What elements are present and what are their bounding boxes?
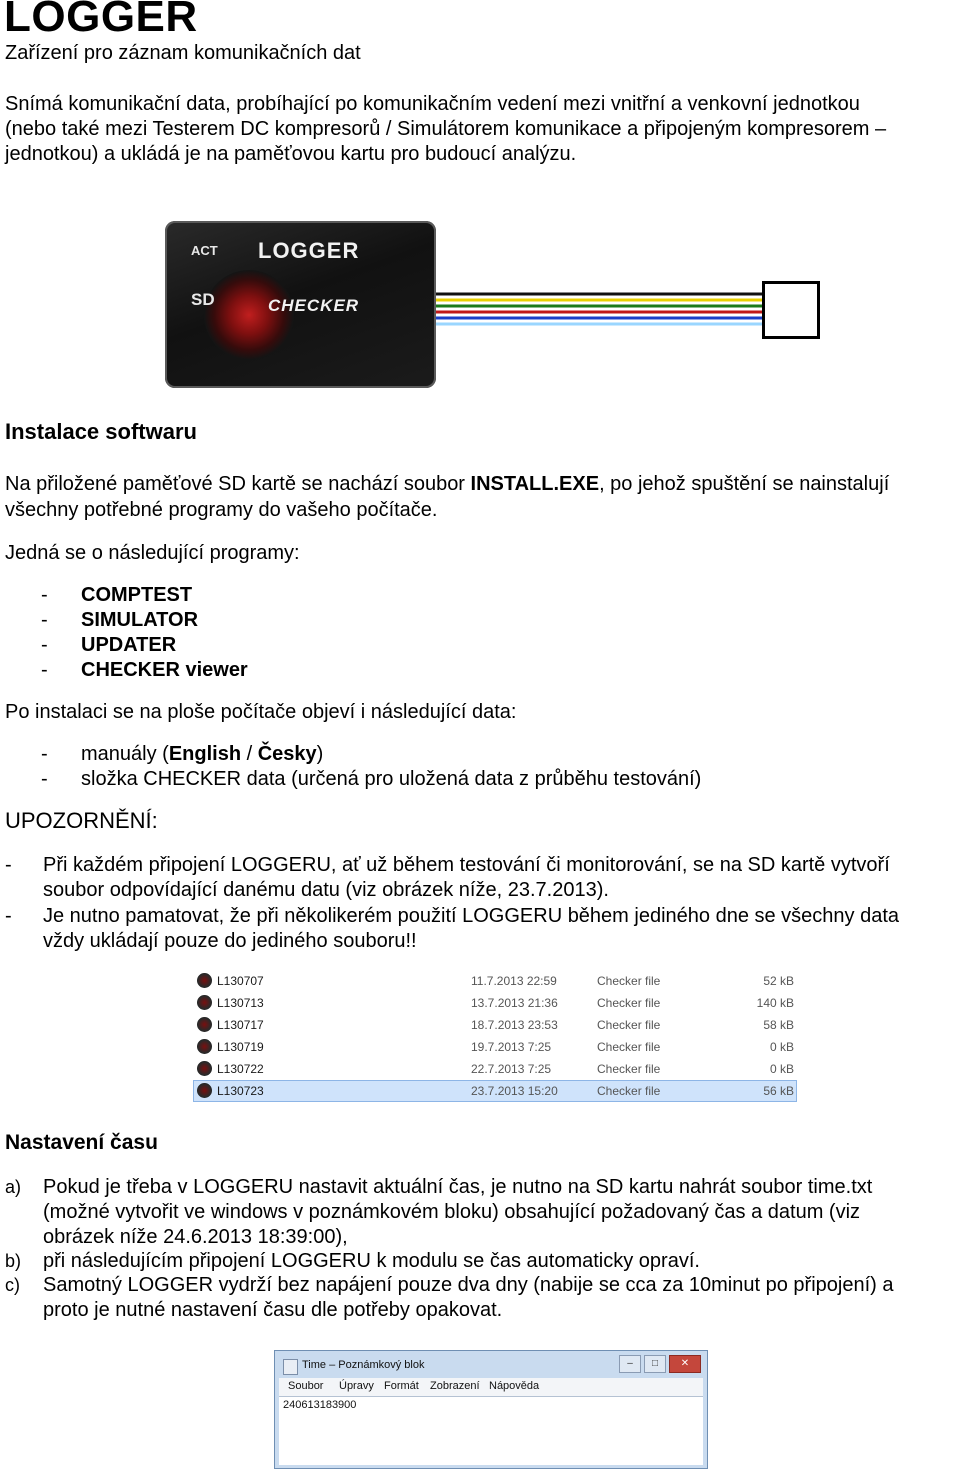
maximize-button[interactable]: □ [644, 1355, 666, 1373]
data-folder-item: složka CHECKER data (určená pro uložená data z průběhu testování) [81, 768, 702, 790]
item-marker: c) [5, 1275, 20, 1295]
file-row[interactable] [194, 971, 796, 991]
menu-napoveda[interactable]: Nápověda [489, 1380, 540, 1392]
close-button[interactable]: ✕ [669, 1355, 701, 1373]
time-item-b: při následujícím připojení LOGGERU k modulu se čas automaticky opraví. [43, 1250, 700, 1272]
file-name: L130717 [217, 1018, 264, 1032]
list-dash: - [41, 768, 48, 790]
program-item: CHECKER viewer [81, 659, 248, 681]
file-row-selected[interactable] [193, 1080, 797, 1102]
checker-file-icon [197, 1017, 212, 1032]
after-install-intro: Po instalaci se na ploše počítače objeví i následující data: [5, 701, 517, 723]
install-paragraph-line-2: všechny potřebné programy do vašeho počítače. [5, 499, 438, 521]
program-item: UPDATER [81, 634, 177, 656]
file-date: 22.7.2013 7:25 [471, 1062, 552, 1076]
page-subtitle: Zařízení pro záznam komunikačních dat [5, 42, 361, 64]
file-date: 19.7.2013 7:25 [471, 1040, 552, 1054]
checker-file-icon [197, 1061, 212, 1076]
checker-file-icon [197, 973, 212, 988]
notepad-content: 240613183900 [283, 1399, 357, 1411]
file-size: 52 kB [763, 974, 794, 988]
device-checker-label: CHECKER [268, 296, 360, 315]
checker-file-icon [197, 995, 212, 1010]
warning-note-2: Je nutno pamatovat, že při několikerém použití LOGGERU během jediného dne se všechny data vždy ukládají pouze do jediného souboru!! [43, 905, 900, 952]
file-size: 0 kB [769, 1040, 794, 1054]
file-name: L130719 [217, 1040, 264, 1054]
programs-intro: Jedná se o následující programy: [5, 542, 300, 564]
program-item: SIMULATOR [81, 609, 199, 631]
file-name: L130723 [217, 1084, 264, 1098]
file-name: L130713 [217, 996, 264, 1010]
install-heading: Instalace softwaru [5, 419, 197, 444]
intro-line-3: jednotkou) a ukládá je na paměťovou kartu pro budoucí analýzu. [5, 143, 577, 165]
file-list-screenshot [176, 969, 814, 1129]
minimize-button[interactable]: – [619, 1355, 641, 1373]
file-type: Checker file [597, 1084, 661, 1098]
list-dash: - [5, 854, 12, 876]
file-type: Checker file [597, 974, 661, 988]
device-cable [436, 280, 766, 340]
time-item-c: Samotný LOGGER vydrží bez napájení pouze dva dny (nabije se cca za 10minut po připojení) a proto je nutné nastavení času dle potřeby opakovat. [43, 1274, 894, 1321]
warning-heading: UPOZORNĚNÍ: [5, 808, 158, 833]
file-type: Checker file [597, 1040, 661, 1054]
checker-file-icon [197, 1083, 212, 1098]
menu-soubor[interactable]: Soubor [288, 1380, 324, 1392]
file-row[interactable] [194, 993, 796, 1013]
device-sd-label: SD [191, 290, 215, 309]
notepad-text-area[interactable] [279, 1396, 703, 1465]
file-type: Checker file [597, 996, 661, 1010]
list-dash: - [5, 905, 12, 927]
notepad-window [274, 1350, 708, 1469]
list-dash: - [41, 659, 48, 681]
file-row[interactable] [194, 1059, 796, 1079]
notepad-icon [283, 1359, 298, 1375]
time-heading: Nastavení času [5, 1131, 158, 1154]
file-row[interactable] [194, 1037, 796, 1057]
cable-connector [762, 281, 820, 339]
file-date: 13.7.2013 21:36 [471, 996, 558, 1010]
file-date: 23.7.2013 15:20 [471, 1084, 558, 1098]
manuals-item: manuály (English / Česky) [81, 743, 324, 765]
program-item: COMPTEST [81, 584, 193, 606]
checker-file-icon [197, 1039, 212, 1054]
list-dash: - [41, 609, 48, 631]
list-dash: - [41, 584, 48, 606]
notepad-title: Time – Poznámkový blok [302, 1359, 425, 1371]
file-size: 140 kB [756, 996, 794, 1010]
file-type: Checker file [597, 1062, 661, 1076]
file-date: 18.7.2013 23:53 [471, 1018, 558, 1032]
file-size: 58 kB [763, 1018, 794, 1032]
list-dash: - [41, 743, 48, 765]
device-logger-label: LOGGER [258, 238, 360, 263]
intro-line-1: Snímá komunikační data, probíhající po komunikačním vedení mezi vnitřní a venkovní jednotkou [5, 93, 860, 115]
menu-format[interactable]: Formát [384, 1380, 419, 1392]
install-paragraph-line-1: Na přiložené paměťové SD kartě se nachází soubor INSTALL.EXE, po jehož spuštění se nainstalují [5, 473, 890, 495]
notepad-menubar [279, 1378, 703, 1396]
item-marker: b) [5, 1251, 22, 1271]
page-title: LOGGER [4, 0, 198, 41]
time-item-a: Pokud je třeba v LOGGERU nastavit aktuální čas, je nutno na SD kartu nahrát soubor time.txt (možné vytvořit ve windows v poznámkovém bloku) obsahující požadovaný čas a datum (viz obrázek níže 24.6.2013 18:39:00), [43, 1176, 873, 1248]
file-size: 0 kB [769, 1062, 794, 1076]
intro-line-2: (nebo také mezi Testerem DC kompresorů / Simulátorem komunikace a připojeným kompresorem – [5, 118, 887, 140]
menu-zobrazeni[interactable]: Zobrazení [430, 1380, 480, 1392]
warning-note-1: Při každém připojení LOGGERU, ať už během testování či monitorování, se na SD kartě vytvoří soubor odpovídající danému datu (viz obrázek níže, 23.7.2013). [43, 854, 890, 901]
menu-upravy[interactable]: Úpravy [339, 1380, 374, 1392]
file-name: L130722 [217, 1062, 264, 1076]
file-type: Checker file [597, 1018, 661, 1032]
list-dash: - [41, 634, 48, 656]
file-row[interactable] [194, 1015, 796, 1035]
item-marker: a) [5, 1177, 22, 1197]
file-name: L130707 [217, 974, 264, 988]
file-size: 56 kB [763, 1084, 794, 1098]
file-date: 11.7.2013 22:59 [471, 974, 557, 988]
device-act-label: ACT [191, 243, 218, 258]
